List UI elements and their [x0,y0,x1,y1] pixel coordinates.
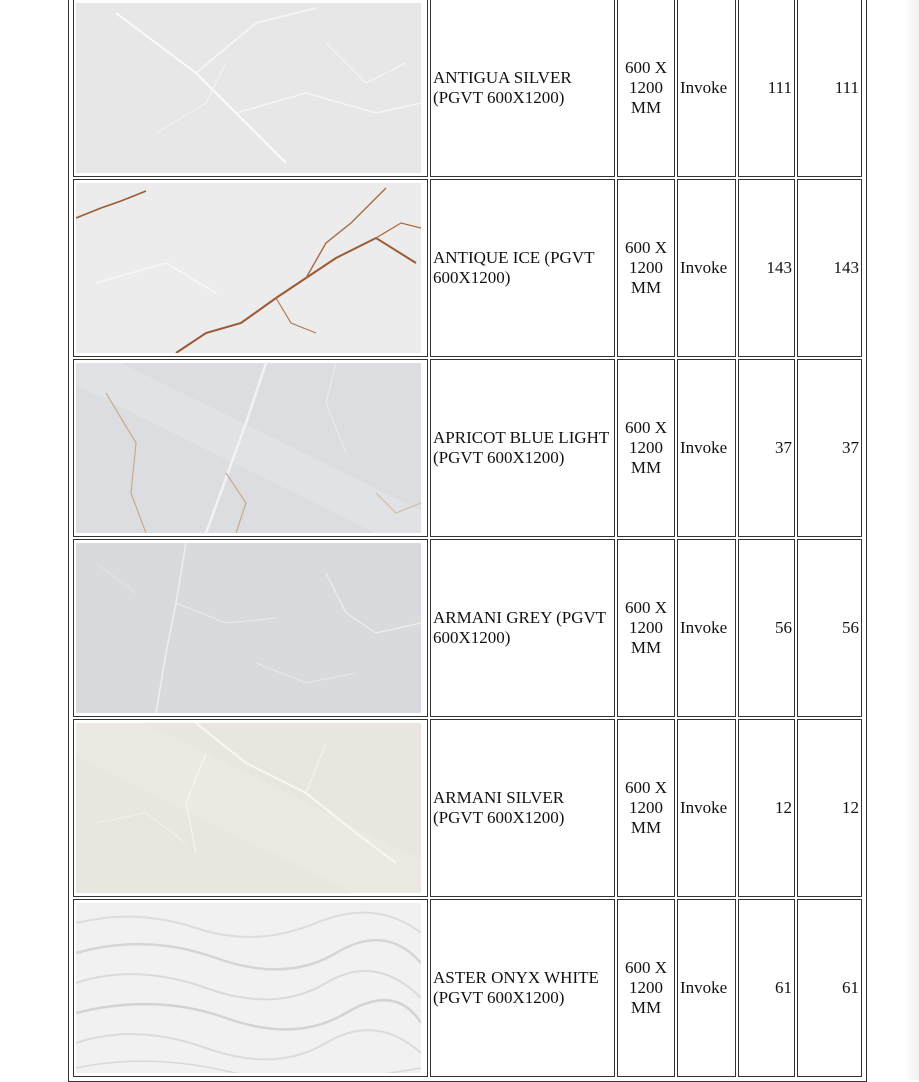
quantity-b: 37 [797,359,862,537]
table-row [73,539,862,717]
product-name: ASTER ONYX WHITE (PGVT 600X1200) [430,899,615,1077]
product-type: Invoke [677,539,736,717]
page-edge-shadow [905,0,919,1080]
product-type: Invoke [677,899,736,1077]
product-type: Invoke [677,719,736,897]
quantity-a: 56 [738,539,795,717]
tile-image [76,3,421,173]
quantity-a: 111 [738,0,795,177]
quantity-b: 111 [797,0,862,177]
quantity-a: 12 [738,719,795,897]
tile-image [76,903,421,1073]
quantity-a: 37 [738,359,795,537]
quantity-a: 61 [738,899,795,1077]
quantity-a: 143 [738,179,795,357]
table-row [73,719,862,897]
product-image-cell [73,0,428,177]
product-image-cell [73,539,428,717]
product-image-cell [73,719,428,897]
product-size: 600 X 1200 MM [617,359,675,537]
table-row [73,0,862,177]
product-type: Invoke [677,0,736,177]
product-name: ANTIGUA SILVER (PGVT 600X1200) [430,0,615,177]
product-name: APRICOT BLUE LIGHT (PGVT 600X1200) [430,359,615,537]
quantity-b: 12 [797,719,862,897]
product-name: ARMANI GREY (PGVT 600X1200) [430,539,615,717]
product-name: ARMANI SILVER (PGVT 600X1200) [430,719,615,897]
quantity-b: 56 [797,539,862,717]
product-size: 600 X 1200 MM [617,719,675,897]
quantity-b: 143 [797,179,862,357]
table-row [73,899,862,1077]
tile-image [76,183,421,353]
tile-image [76,363,421,533]
product-image-cell [73,899,428,1077]
product-size: 600 X 1200 MM [617,539,675,717]
product-size: 600 X 1200 MM [617,179,675,357]
product-type: Invoke [677,179,736,357]
tile-image [76,723,421,893]
product-name: ANTIQUE ICE (PGVT 600X1200) [430,179,615,357]
table-row [73,359,862,537]
product-table [68,0,867,1082]
product-type: Invoke [677,359,736,537]
product-image-cell [73,359,428,537]
tile-image [76,543,421,713]
table-row [73,179,862,357]
product-size: 600 X 1200 MM [617,0,675,177]
product-size: 600 X 1200 MM [617,899,675,1077]
quantity-b: 61 [797,899,862,1077]
product-image-cell [73,179,428,357]
